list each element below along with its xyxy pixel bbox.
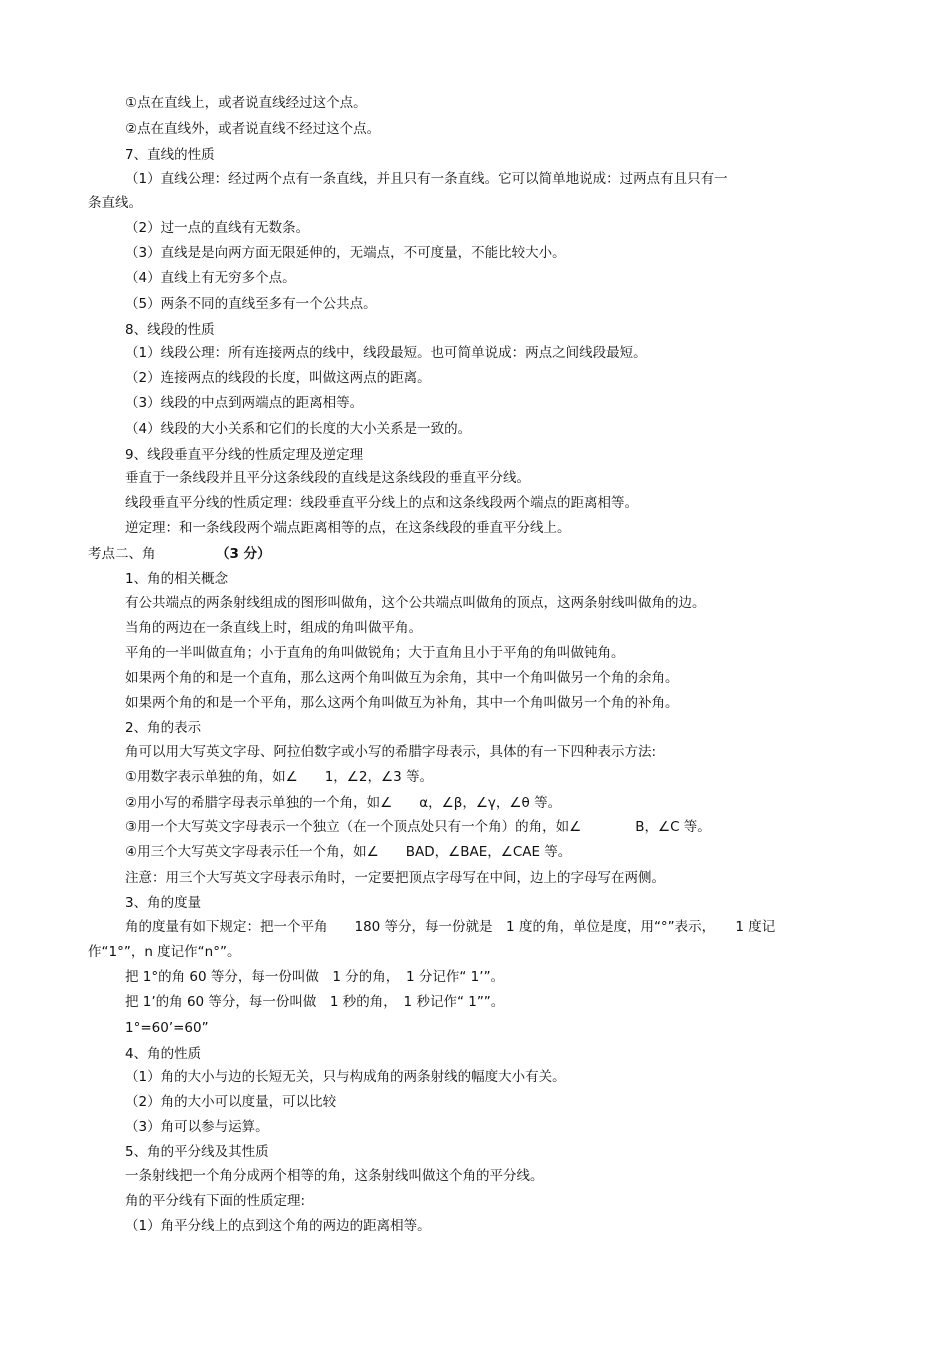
text-line: 线段垂直平分线的性质定理：线段垂直平分线上的点和这条线段两个端点的距离相等。 [125, 495, 638, 511]
text-line: 角的度量有如下规定：把一个平角 180 等分，每一份就是 1 度的角，单位是度，用“°”表示， 1 度记 [125, 919, 776, 935]
text-line: 把 1°的角 60 等分，每一份叫做 1 分的角， 1 分记作“ 1’”。 [125, 969, 505, 985]
text-line: （4）线段的大小关系和它们的长度的大小关系是一致的。 [125, 421, 472, 437]
text-line: 注意：用三个大写英文字母表示角时，一定要把顶点字母写在中间，边上的字母写在两侧。 [125, 870, 665, 886]
text-line: ②用小写的希腊字母表示单独的一个角，如∠ α，∠β，∠γ，∠θ 等。 [125, 795, 562, 811]
text-line: 角可以用大写英文字母、阿拉伯数字或小写的希腊字母表示，具体的有一下四种表示方法: [125, 744, 657, 760]
text-line: 逆定理：和一条线段两个端点距离相等的点，在这条线段的垂直平分线上。 [125, 520, 571, 536]
section-heading: 3、角的度量 [125, 895, 202, 911]
section-heading: 5、角的平分线及其性质 [125, 1144, 269, 1160]
text-line: ①用数字表示单独的角，如∠ 1，∠2，∠3 等。 [125, 769, 433, 785]
text-line: （1）角的大小与边的长短无关，只与构成角的两条射线的幅度大小有关。 [125, 1069, 566, 1085]
text-line: （5）两条不同的直线至多有一个公共点。 [125, 296, 377, 312]
formula-line: 1°=60’=60” [125, 1020, 209, 1036]
text-line: （3）直线是是向两方面无限延伸的，无端点，不可度量，不能比较大小。 [125, 245, 566, 261]
text-line: （2）角的大小可以度量，可以比较 [125, 1094, 337, 1110]
text-line: （2）过一点的直线有无数条。 [125, 220, 310, 236]
text-line: （4）直线上有无穷多个点。 [125, 270, 296, 286]
text-line: （3）线段的中点到两端点的距离相等。 [125, 395, 364, 411]
text-line: （1）线段公理：所有连接两点的线中，线段最短。也可简单说成：两点之间线段最短。 [125, 345, 647, 361]
exam-point-heading: 考点二、角 [88, 546, 156, 562]
text-line: ①点在直线上，或者说直线经过这个点。 [125, 95, 367, 111]
text-line: （2）连接两点的线段的长度，叫做这两点的距离。 [125, 370, 431, 386]
text-line: 一条射线把一个角分成两个相等的角，这条射线叫做这个角的平分线。 [125, 1168, 544, 1184]
text-line: 平角的一半叫做直角；小于直角的角叫做锐角；大于直角且小于平角的角叫做钝角。 [125, 645, 625, 661]
text-line: 把 1’的角 60 等分，每一份叫做 1 秒的角， 1 秒记作“ 1””。 [125, 994, 505, 1010]
score-label: （3 分） [216, 546, 271, 562]
section-heading: 7、直线的性质 [125, 147, 215, 163]
text-line: ③用一个大写英文字母表示一个独立（在一个顶点处只有一个角）的角，如∠ B，∠C 等。 [125, 819, 711, 835]
text-line: （1）直线公理：经过两个点有一条直线，并且只有一条直线。它可以简单地说成：过两点有且只有一 [125, 171, 728, 187]
text-line: 如果两个角的和是一个直角，那么这两个角叫做互为余角，其中一个角叫做另一个角的余角。 [125, 670, 679, 686]
text-line: 作“1°”，n 度记作“n°”。 [88, 944, 241, 960]
section-heading: 4、角的性质 [125, 1046, 202, 1062]
text-line: ②点在直线外，或者说直线不经过这个点。 [125, 121, 381, 137]
text-line: 条直线。 [88, 195, 142, 211]
text-line: 垂直于一条线段并且平分这条线段的直线是这条线段的垂直平分线。 [125, 470, 530, 486]
text-line: （1）角平分线上的点到这个角的两边的距离相等。 [125, 1218, 431, 1234]
section-heading: 1、角的相关概念 [125, 571, 229, 587]
text-line: 如果两个角的和是一个平角，那么这两个角叫做互为补角，其中一个角叫做另一个角的补角。 [125, 695, 679, 711]
section-heading: 9、线段垂直平分线的性质定理及逆定理 [125, 447, 364, 463]
text-line: 有公共端点的两条射线组成的图形叫做角，这个公共端点叫做角的顶点，这两条射线叫做角的边。 [125, 595, 706, 611]
text-line: （3）角可以参与运算。 [125, 1119, 269, 1135]
section-heading: 2、角的表示 [125, 720, 202, 736]
text-line: 角的平分线有下面的性质定理: [125, 1193, 306, 1209]
text-line: 当角的两边在一条直线上时，组成的角叫做平角。 [125, 620, 422, 636]
section-heading: 8、线段的性质 [125, 322, 215, 338]
text-line: ④用三个大写英文字母表示任一个角，如∠ BAD，∠BAE，∠CAE 等。 [125, 844, 572, 860]
